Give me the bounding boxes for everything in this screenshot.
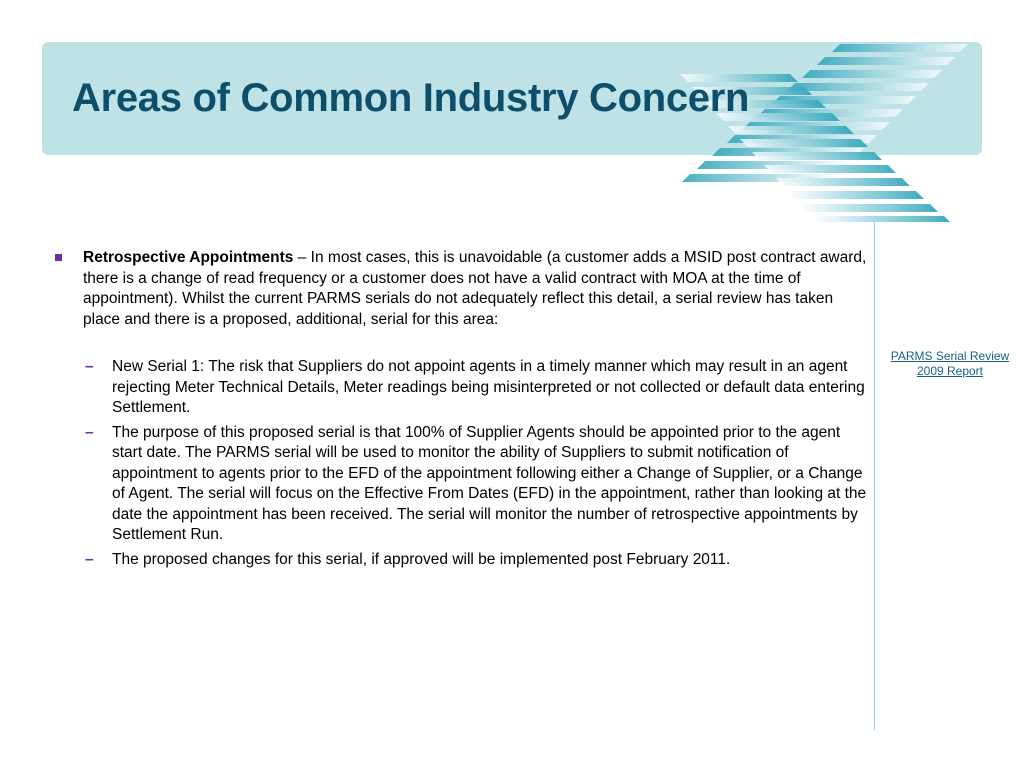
slide-title: Areas of Common Industry Concern [72, 76, 750, 120]
dash-bullet-icon: – [85, 358, 94, 375]
parms-report-link-line2: 2009 Report [916, 364, 984, 378]
sub-bullet [54, 357, 869, 419]
slide-content [54, 248, 869, 574]
dash-bullet-icon: – [85, 423, 94, 441]
main-bullet [54, 248, 869, 330]
vertical-divider [874, 222, 875, 730]
sub-bullet-text: The proposed changes for this serial, if approved will be implemented post February 2011. [112, 550, 731, 568]
decorative-stripes-graphic [680, 40, 970, 222]
dash-bullet-icon: – [85, 550, 94, 568]
bullet-text: – In most cases, this is unavoidable (a customer adds a MSID post contract award, there is a change of read frequency or a customer does not have a valid contract with MOA at the time of appointment). Whilst the current PARMS serials do not adequately reflect this detail, a serial review has taken place and there is a proposed, additional, serial for this area: [83, 249, 867, 328]
bullet-heading: Retrospective Appointments [83, 249, 294, 266]
parms-report-link[interactable] [880, 349, 1020, 379]
sub-bullet [54, 550, 869, 571]
sub-bullet-text: New Serial 1: The risk that Suppliers do not appoint agents in a timely manner which may result in an agent rejecting Meter Technical Details, Meter readings being misinterpreted or not collected or default data entering Settlement. [112, 358, 865, 416]
parms-report-link-line1: PARMS Serial Review [890, 349, 1010, 363]
sub-bullet-list [54, 357, 869, 570]
sub-bullet [54, 423, 869, 546]
square-bullet-icon [55, 254, 62, 261]
sub-bullet-text: The purpose of this proposed serial is that 100% of Supplier Agents should be appointed prior to the agent start date. The PARMS serial will be used to monitor the ability of Suppliers to submit notification of appointment to agents prior to the EFD of the appointment following either a Change of Supplier, or a Change of Agent. The serial will focus on the Effective From Dates (EFD) in the appointment, rather than looking at the date the appointment has been received. The serial will monitor the number of retrospective appointments by Settlement Run. [112, 423, 867, 543]
